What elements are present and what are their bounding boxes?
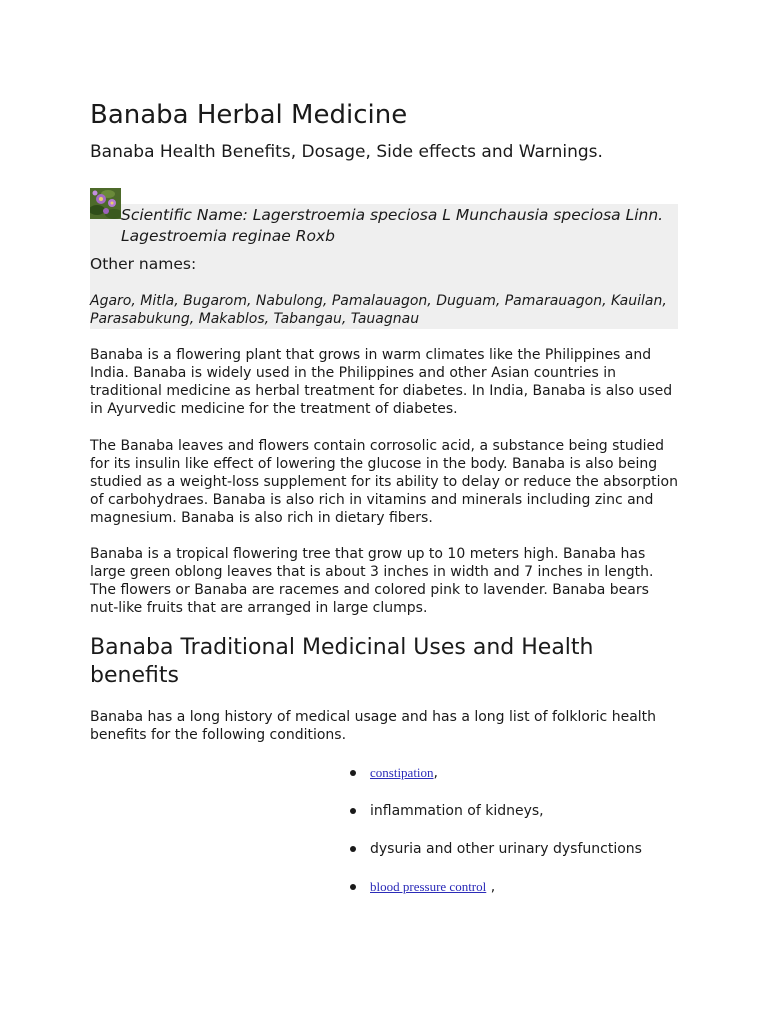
other-names-label: Other names: [90,255,197,273]
section-heading: Banaba Traditional Medicinal Uses and Health benefits [90,635,594,688]
blood-pressure-control-link[interactable]: blood pressure control [370,879,487,894]
list-item [348,798,642,836]
bullet-icon [350,846,356,852]
scientific-name [90,205,678,247]
list-item [348,874,642,912]
list-item [348,836,642,874]
paragraph: The Banaba leaves and flowers contain corrosolic acid, a substance being studied for its insulin like effect of lowering the glucose in the body. Banaba is also being studied as a weight-loss supplement for its ability to delay or reduce the absorption of carbohydraes. Banaba is also rich in vitamins and minerals including zinc and magnesium. Banaba is also rich in dietary fibers. [90,438,678,526]
bullet-icon [350,884,356,890]
page-subtitle: Banaba Health Benefits, Dosage, Side effects and Warnings. [90,142,603,162]
paragraph: Banaba is a flowering plant that grows in warm climates like the Philippines and India. Banaba is widely used in the Philippines and other Asian countries in traditional medicine as herbal treatment for diabetes. In India, Banaba is also used in Ayurvedic medicine for the treatment of diabetes. [90,347,673,417]
paragraph: Banaba is a tropical flowering tree that grow up to 10 meters high. Banaba has large green oblong leaves that is about 3 inches in width and 7 inches in length. The flowers or Banaba are racemes and colored pink to lavender. Banaba bears nut-like fruits that are arranged in large clumps. [90,546,654,616]
list-item-text: dysuria and other urinary dysfunctions [370,841,642,857]
conditions-list [348,760,642,912]
page-title: Banaba Herbal Medicine [90,100,408,130]
other-names-list: Agaro, Mitla, Bugarom, Nabulong, Pamalauagon, Duguam, Pamarauagon, Kauilan, Parasabukung, Makablos, Tabangau, Tauagnau [90,293,667,327]
bullet-icon [350,808,356,814]
list-item [348,760,642,798]
constipation-link[interactable]: constipation [370,765,434,780]
list-item-text: , [433,765,438,781]
bullet-icon [350,770,356,776]
list-item-text: , [486,879,496,895]
list-item-text: inflammation of kidneys, [370,803,544,819]
scientific-name-text: Scientific Name: Lagerstroemia speciosa L Munchausia speciosa Linn. Lagestroemia reginae Roxb [121,206,664,245]
section-intro: Banaba has a long history of medical usage and has a long list of folkloric health benefits for the following conditions. [90,709,657,743]
